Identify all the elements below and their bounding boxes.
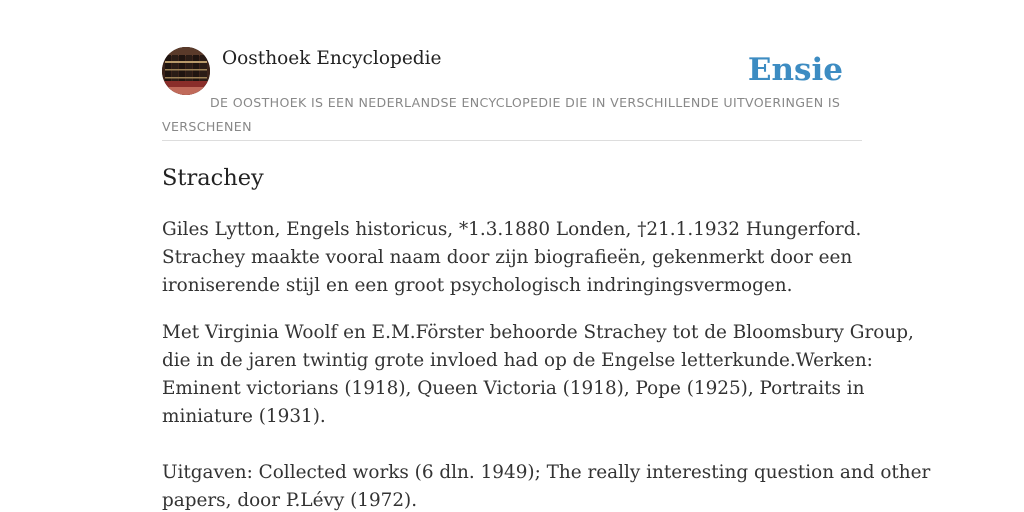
- article-title: Strachey: [162, 165, 264, 191]
- article-paragraph-2: [162, 319, 931, 512]
- text-line: die in de jaren twintig grote invloed had op de Engelse letterkunde.Werken:: [162, 350, 873, 371]
- site-title[interactable]: Oosthoek Encyclopedie: [222, 48, 442, 69]
- text-line: Strachey maakte vooral naam door zijn biografieën, gekenmerkt door een: [162, 247, 853, 268]
- text-line: papers, door P.Lévy (1972).: [162, 490, 418, 511]
- text-line: Giles Lytton, Engels historicus, *1.3.1880 Londen, †21.1.1932 Hungerford.: [162, 219, 862, 240]
- article-paragraph-1: [162, 216, 872, 300]
- site-tagline: DE OOSTHOEK IS EEN NEDERLANDSE ENCYCLOPEDIE DIE IN VERSCHILLENDE UITVOERINGEN IS VERSCHENEN: [162, 95, 841, 134]
- text-line: miniature (1931).: [162, 406, 326, 427]
- line-break: [162, 431, 872, 459]
- site-header: [162, 46, 862, 141]
- text-line: ironiserende stijl en een groot psychologisch indringingsvermogen.: [162, 275, 793, 296]
- encyclopedia-books-icon[interactable]: [162, 47, 210, 95]
- text-line: Uitgaven: Collected works (6 dln. 1949); The really interesting question and other: [162, 462, 931, 483]
- text-line: Met Virginia Woolf en E.M.Förster behoorde Strachey tot de Bloomsbury Group,: [162, 322, 914, 343]
- brand-logo[interactable]: Ensie: [747, 52, 843, 88]
- text-line: Eminent victorians (1918), Queen Victoria (1918), Pope (1925), Portraits in: [162, 378, 865, 399]
- article: [162, 160, 931, 512]
